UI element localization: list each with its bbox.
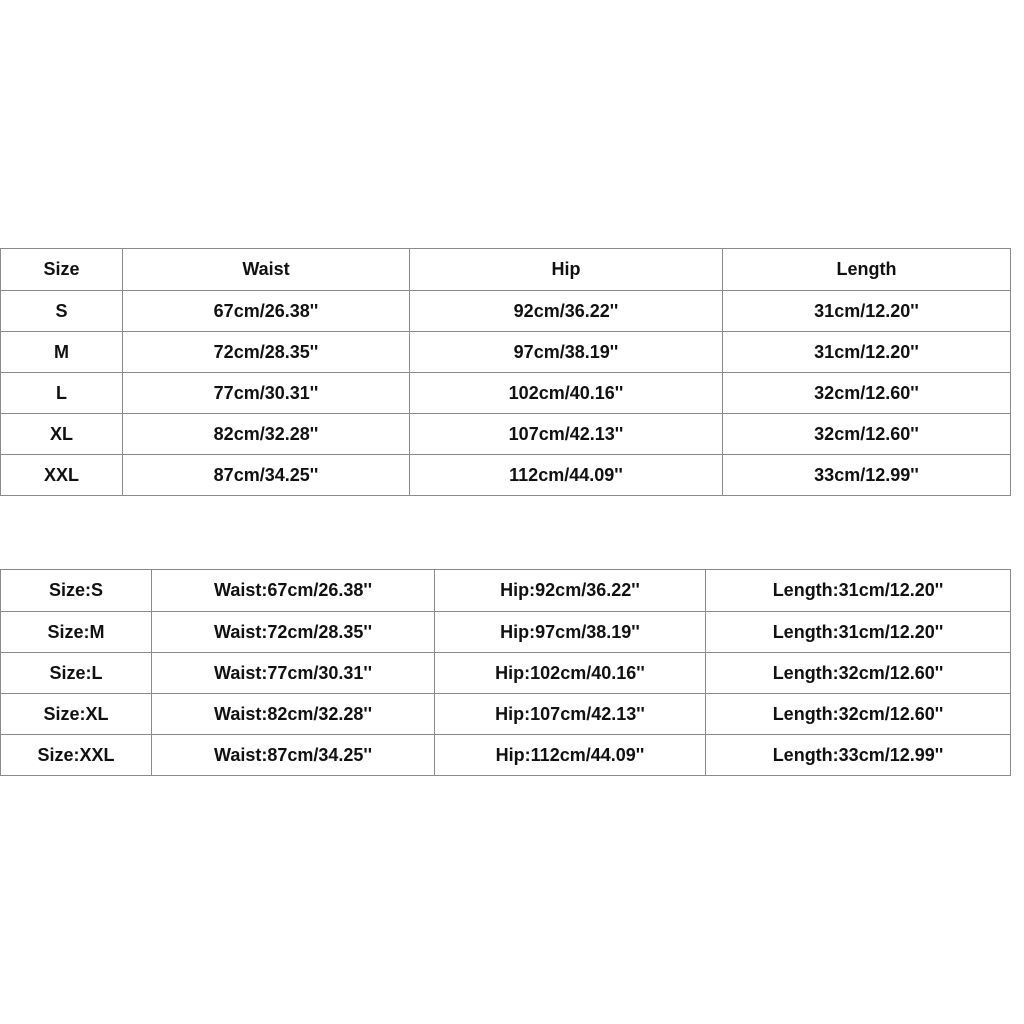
cell-waist: 82cm/32.28'' [123,414,410,455]
cell-waist: Waist:82cm/32.28'' [152,694,435,735]
cell-waist: 87cm/34.25'' [123,455,410,496]
cell-size: Size:XXL [1,735,152,776]
cell-size: XXL [1,455,123,496]
cell-length: Length:31cm/12.20'' [706,570,1011,612]
header-size: Size [1,249,123,291]
table-row [1,414,1011,455]
table-row [1,570,1011,612]
cell-hip: Hip:102cm/40.16'' [435,653,706,694]
cell-size: L [1,373,123,414]
cell-length: 31cm/12.20'' [723,332,1011,373]
cell-size: Size:S [1,570,152,612]
cell-waist: Waist:87cm/34.25'' [152,735,435,776]
cell-size: XL [1,414,123,455]
cell-length: Length:33cm/12.99'' [706,735,1011,776]
cell-length: Length:32cm/12.60'' [706,694,1011,735]
cell-hip: 92cm/36.22'' [410,291,723,332]
table-row [1,694,1011,735]
table-row [1,332,1011,373]
header-waist: Waist [123,249,410,291]
cell-size: Size:XL [1,694,152,735]
cell-hip: Hip:92cm/36.22'' [435,570,706,612]
table-row [1,612,1011,653]
cell-waist: 72cm/28.35'' [123,332,410,373]
cell-waist: 67cm/26.38'' [123,291,410,332]
cell-waist: 77cm/30.31'' [123,373,410,414]
cell-hip: Hip:97cm/38.19'' [435,612,706,653]
cell-hip: 102cm/40.16'' [410,373,723,414]
table-row [1,291,1011,332]
table-row [1,455,1011,496]
table-row [1,735,1011,776]
cell-length: 33cm/12.99'' [723,455,1011,496]
header-length: Length [723,249,1011,291]
cell-hip: Hip:112cm/44.09'' [435,735,706,776]
cell-waist: Waist:72cm/28.35'' [152,612,435,653]
table-header-row [1,249,1011,291]
table-row [1,653,1011,694]
cell-length: 31cm/12.20'' [723,291,1011,332]
cell-hip: 112cm/44.09'' [410,455,723,496]
cell-hip: Hip:107cm/42.13'' [435,694,706,735]
cell-length: 32cm/12.60'' [723,414,1011,455]
table-row [1,373,1011,414]
cell-length: 32cm/12.60'' [723,373,1011,414]
size-list-table [0,569,1011,776]
cell-hip: 97cm/38.19'' [410,332,723,373]
cell-size: Size:L [1,653,152,694]
header-hip: Hip [410,249,723,291]
cell-size: S [1,291,123,332]
cell-size: M [1,332,123,373]
cell-waist: Waist:77cm/30.31'' [152,653,435,694]
cell-length: Length:31cm/12.20'' [706,612,1011,653]
cell-waist: Waist:67cm/26.38'' [152,570,435,612]
cell-length: Length:32cm/12.60'' [706,653,1011,694]
size-chart-table [0,248,1011,496]
cell-hip: 107cm/42.13'' [410,414,723,455]
cell-size: Size:M [1,612,152,653]
